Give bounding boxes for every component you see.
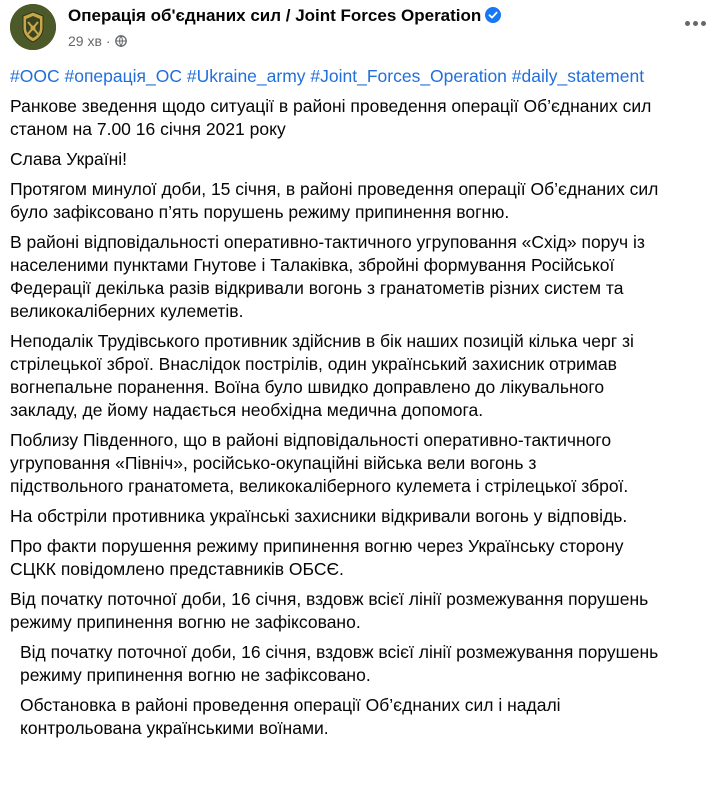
text-line: Протягом минулої доби, 15 січня, в районі проведення операції Об’єднаних сил bbox=[10, 179, 659, 199]
paragraph-greeting bbox=[10, 148, 710, 171]
text-line: станом на 7.00 16 січня 2021 року bbox=[10, 119, 286, 139]
text-line: режиму припинення вогню не зафіксовано. bbox=[20, 665, 371, 685]
text-line: Неподалік Трудівського противник здійснив в бік наших позицій кілька черг зі bbox=[10, 331, 634, 351]
text-line: вогнепальне поранення. Воїна було швидко доправлено до лікувального bbox=[10, 377, 605, 397]
page-name-link[interactable] bbox=[68, 6, 501, 26]
text-line: СЦКК повідомлено представників ОБСЄ. bbox=[10, 559, 344, 579]
text-line: великокаліберних кулеметів. bbox=[10, 301, 244, 321]
page-avatar[interactable] bbox=[10, 4, 56, 50]
text-line: було зафіксовано п’ять порушень режиму припинення вогню. bbox=[10, 202, 510, 222]
text-line: населеними пунктами Гнутове і Талаківка, збройні формування Російської bbox=[10, 255, 615, 275]
hashtag-link[interactable]: #Joint_Forces_Operation bbox=[310, 66, 507, 86]
text-line: Обстановка в районі проведення операції Об’єднаних сил і надалі bbox=[20, 695, 561, 715]
paragraph-today bbox=[10, 588, 710, 634]
hashtag-link[interactable]: #Ukraine_army bbox=[186, 66, 306, 86]
more-options-icon[interactable] bbox=[680, 8, 710, 38]
text-line: Ранкове зведення щодо ситуації в районі проведення операції Об’єднаних сил bbox=[10, 96, 652, 116]
hashtag-link[interactable]: #ООС bbox=[10, 66, 60, 86]
paragraph-trudivske bbox=[10, 330, 710, 422]
text-line: стрілецької зброї. Внаслідок пострілів, один український захисник отримав bbox=[10, 354, 617, 374]
text-line: Від початку поточної доби, 16 січня, вздовж всієї лінії розмежування порушень bbox=[10, 589, 649, 609]
page-name-text: Операція об'єднаних сил / Joint Forces Operation bbox=[68, 6, 482, 25]
text-line: підствольного гранатомета, великокаліберного кулемета і стрілецької зброї. bbox=[10, 476, 629, 496]
paragraph-north bbox=[10, 429, 710, 498]
post-timestamp[interactable]: 29 хв bbox=[68, 33, 102, 49]
text-line: контрольована українськими воїнами. bbox=[20, 718, 329, 738]
paragraph-osce bbox=[10, 535, 710, 581]
text-line: закладу, де йому надається необхідна медична допомога. bbox=[10, 400, 484, 420]
globe-icon[interactable] bbox=[115, 35, 127, 47]
text-line: Про факти порушення режиму припинення вогню через Українську сторону bbox=[10, 536, 624, 556]
paragraph-east bbox=[10, 231, 710, 323]
paragraph-title bbox=[10, 95, 710, 141]
text-line: Від початку поточної доби, 16 січня, вздовж всієї лінії розмежування порушень bbox=[20, 642, 659, 662]
text-line: Поблизу Південного, що в районі відповідальності оперативно-тактичного bbox=[10, 430, 612, 450]
post-meta bbox=[68, 33, 127, 49]
post-header bbox=[10, 4, 714, 60]
paragraph-summary bbox=[10, 178, 710, 224]
hashtag-link[interactable]: #daily_statement bbox=[511, 66, 645, 86]
meta-separator: · bbox=[105, 33, 111, 49]
text-line: режиму припинення вогню не зафіксовано. bbox=[10, 612, 361, 632]
text-line: Слава Україні! bbox=[10, 149, 128, 169]
text-line: На обстріли противника українські захисники відкривали вогонь у відповідь. bbox=[10, 506, 628, 526]
paragraph-today-repeat bbox=[10, 641, 710, 687]
verified-badge-icon bbox=[485, 7, 501, 23]
hashtag-list bbox=[10, 65, 710, 88]
paragraph-situation bbox=[10, 694, 710, 740]
post-body bbox=[10, 65, 710, 747]
text-line: В районі відповідальності оперативно-тактичного угруповання «Схід» поруч із bbox=[10, 232, 645, 252]
text-line: Федерації декілька разів відкривали вогонь з гранатометів різних систем та bbox=[10, 278, 624, 298]
paragraph-response bbox=[10, 505, 710, 528]
hashtag-link[interactable]: #операція_ОС bbox=[64, 66, 182, 86]
text-line: угруповання «Північ», російсько-окупаційні війська вели вогонь з bbox=[10, 453, 537, 473]
jfo-emblem-icon bbox=[10, 4, 56, 50]
